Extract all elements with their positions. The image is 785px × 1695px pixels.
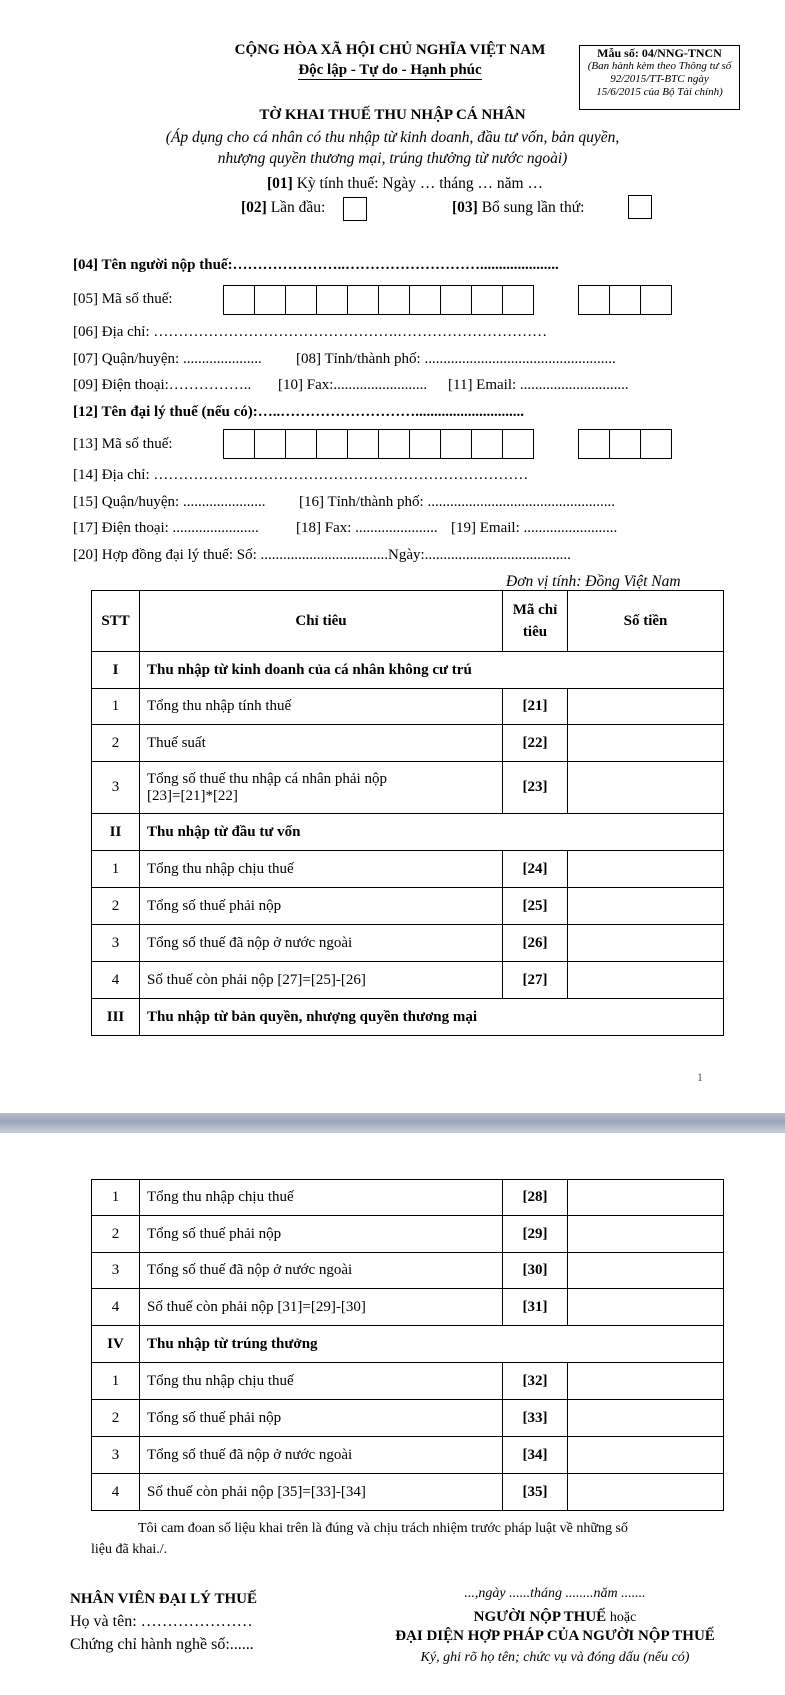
amount-cell[interactable] bbox=[568, 762, 724, 814]
row-number: 3 bbox=[92, 762, 140, 814]
section-title: Thu nhập từ trúng thưởng bbox=[140, 1326, 724, 1363]
row-label: Tổng số thuế phải nộp bbox=[140, 1216, 503, 1253]
supplement-code: [03] bbox=[452, 199, 478, 216]
section-title: Thu nhập từ kinh doanh của cá nhân không cư trú bbox=[140, 652, 724, 689]
row-number: 4 bbox=[92, 1474, 140, 1511]
row-label: Tổng thu nhập chịu thuế bbox=[140, 1363, 503, 1400]
amount-cell[interactable] bbox=[568, 725, 724, 762]
row-label: Tổng số thuế phải nộp bbox=[140, 888, 503, 925]
row-label-cell bbox=[140, 762, 503, 814]
section-row bbox=[92, 1326, 724, 1363]
signer-title-2: ĐẠI DIỆN HỢP PHÁP CỦA NGƯỜI NỘP THUẾ bbox=[395, 1628, 715, 1644]
row-code: [28] bbox=[503, 1180, 568, 1216]
signer-title-1 bbox=[355, 1609, 755, 1626]
row-label: Tổng số thuế phải nộp bbox=[140, 1400, 503, 1437]
row-code: [29] bbox=[503, 1216, 568, 1253]
form-note-2: 92/2015/TT-BTC ngày bbox=[610, 73, 709, 85]
row-code: [32] bbox=[503, 1363, 568, 1400]
taxpayer-fax-field[interactable]: [10] Fax:......................... bbox=[278, 377, 428, 393]
amount-cell[interactable] bbox=[568, 689, 724, 725]
table-row bbox=[92, 925, 724, 962]
tin-digit-box[interactable] bbox=[378, 429, 410, 459]
row-number: 2 bbox=[92, 1400, 140, 1437]
section-title: Thu nhập từ đầu tư vốn bbox=[140, 814, 724, 851]
supplement-number-box[interactable] bbox=[628, 195, 652, 219]
tin-digit-box[interactable] bbox=[223, 285, 255, 315]
tin-suffix-box[interactable] bbox=[578, 429, 610, 459]
amount-cell[interactable] bbox=[568, 962, 724, 999]
tin-digit-box[interactable] bbox=[285, 285, 317, 315]
row-code: [35] bbox=[503, 1474, 568, 1511]
signer-note: Ký, ghi rõ họ tên; chức vụ và đóng dấu (nếu có) bbox=[420, 1650, 690, 1665]
row-label: Số thuế còn phải nộp [31]=[29]-[30] bbox=[140, 1289, 503, 1326]
row-code: [21] bbox=[503, 689, 568, 725]
amount-cell[interactable] bbox=[568, 851, 724, 888]
taxpayer-email-field[interactable]: [11] Email: ............................. bbox=[448, 377, 629, 393]
tin-suffix-box[interactable] bbox=[609, 429, 641, 459]
tin-digit-box[interactable] bbox=[378, 285, 410, 315]
row-code: [31] bbox=[503, 1289, 568, 1326]
row-number: 1 bbox=[92, 851, 140, 888]
agent-email-field[interactable]: [19] Email: ......................... bbox=[451, 520, 618, 536]
agent-staff-certificate[interactable]: Chứng chỉ hành nghề số:...... bbox=[70, 1636, 254, 1653]
page-separator bbox=[0, 1113, 785, 1133]
page-number: 1 bbox=[697, 1070, 703, 1084]
taxpayer-tin-boxes[interactable] bbox=[224, 285, 534, 315]
header-ma-chi-tieu bbox=[503, 591, 568, 652]
tin-digit-box[interactable] bbox=[409, 285, 441, 315]
agent-phone-field[interactable]: [17] Điện thoại: ....................... bbox=[73, 520, 259, 536]
row-number: 1 bbox=[92, 1180, 140, 1216]
header-so-tien: Số tiền bbox=[568, 591, 724, 652]
form-number: Mẫu số: 04/NNG-TNCN bbox=[597, 46, 722, 60]
table-row bbox=[92, 1289, 724, 1326]
tin-digit-box[interactable] bbox=[285, 429, 317, 459]
taxpayer-name-field[interactable]: [04] Tên người nộp thuế:…………………..………………………..................... bbox=[73, 257, 559, 273]
form-subtitle-2: nhượng quyền thương mại, trúng thưởng từ nước ngoài) bbox=[217, 150, 568, 167]
row-number: 3 bbox=[92, 925, 140, 962]
table-row bbox=[92, 725, 724, 762]
agent-tin-boxes[interactable] bbox=[224, 429, 534, 459]
tin-suffix-box[interactable] bbox=[640, 285, 672, 315]
tin-digit-box[interactable] bbox=[347, 285, 379, 315]
header-ma-1: Mã chỉ bbox=[512, 602, 558, 618]
header-stt: STT bbox=[92, 591, 140, 652]
row-code: [24] bbox=[503, 851, 568, 888]
section-row bbox=[92, 999, 724, 1036]
table-row bbox=[92, 1363, 724, 1400]
taxpayer-tin-label: [05] Mã số thuế: bbox=[73, 291, 173, 307]
first-time-code: [02] bbox=[241, 199, 267, 216]
section-number: I bbox=[92, 652, 140, 689]
row-formula: [23]=[21]*[22] bbox=[147, 787, 238, 804]
table-row bbox=[92, 762, 724, 814]
row-number: 4 bbox=[92, 1289, 140, 1326]
row-number: 4 bbox=[92, 962, 140, 999]
declaration-line-1: Tôi cam đoan số liệu khai trên là đúng và chịu trách nhiệm trước pháp luật về những số bbox=[138, 1521, 628, 1536]
signer-title-1b: hoặc bbox=[609, 1610, 637, 1625]
tin-suffix-box[interactable] bbox=[640, 429, 672, 459]
table-row bbox=[92, 1180, 724, 1216]
row-label: Tổng số thuế thu nhập cá nhân phải nộp bbox=[147, 770, 387, 787]
taxpayer-address-field[interactable]: [06] Địa chỉ: ………………………………………….………………………… bbox=[73, 324, 548, 340]
first-time-checkbox[interactable] bbox=[343, 197, 367, 221]
agent-contract-field[interactable]: [20] Hợp đồng đại lý thuế: Số: ..................................Ngày:....................................... bbox=[73, 547, 571, 563]
tin-digit-box[interactable] bbox=[254, 429, 286, 459]
amount-cell[interactable] bbox=[568, 1289, 724, 1326]
tax-agent-name-field[interactable]: [12] Tên đại lý thuế (nếu có):…..………………………............................. bbox=[73, 404, 524, 420]
row-label: Tổng số thuế đã nộp ở nước ngoài bbox=[140, 925, 503, 962]
supplement-label: Bổ sung lần thứ: bbox=[481, 199, 585, 216]
tin-digit-box[interactable] bbox=[347, 429, 379, 459]
tin-digit-box[interactable] bbox=[254, 285, 286, 315]
header-ma-2: tiêu bbox=[522, 624, 548, 640]
section-title: Thu nhập từ bản quyền, nhượng quyền thương mại bbox=[140, 999, 724, 1036]
tin-suffix-box[interactable] bbox=[578, 285, 610, 315]
motto-text: Độc lập - Tự do - Hạnh phúc bbox=[298, 62, 482, 78]
section-number: III bbox=[92, 999, 140, 1036]
row-number: 3 bbox=[92, 1253, 140, 1289]
tin-digit-box[interactable] bbox=[440, 429, 472, 459]
declaration-line-2: liệu đã khai./. bbox=[91, 1542, 168, 1557]
row-code: [25] bbox=[503, 888, 568, 925]
amount-cell[interactable] bbox=[568, 888, 724, 925]
tax-period-code: [01] bbox=[267, 175, 293, 192]
section-number: II bbox=[92, 814, 140, 851]
table-row bbox=[92, 851, 724, 888]
section-row bbox=[92, 814, 724, 851]
agent-address-field[interactable]: [14] Địa chỉ: ………………………………………………………………… bbox=[73, 467, 529, 483]
tin-digit-box[interactable] bbox=[440, 285, 472, 315]
header-chi-tieu: Chỉ tiêu bbox=[140, 591, 503, 652]
amount-cell[interactable] bbox=[568, 1253, 724, 1289]
row-label: Tổng thu nhập chịu thuế bbox=[140, 1180, 503, 1216]
tin-digit-box[interactable] bbox=[316, 429, 348, 459]
row-code: [34] bbox=[503, 1437, 568, 1474]
amount-cell[interactable] bbox=[568, 1180, 724, 1216]
tin-digit-box[interactable] bbox=[502, 429, 534, 459]
signer-title-1a: NGƯỜI NỘP THUẾ bbox=[473, 1609, 610, 1625]
table-row bbox=[92, 1253, 724, 1289]
agent-tin-suffix-boxes[interactable] bbox=[579, 429, 672, 459]
table-row bbox=[92, 1216, 724, 1253]
row-label: Tổng số thuế đã nộp ở nước ngoài bbox=[140, 1437, 503, 1474]
row-code: [26] bbox=[503, 925, 568, 962]
first-time-label: Lần đầu: bbox=[270, 199, 326, 216]
table-row bbox=[92, 888, 724, 925]
nation-title: CỘNG HÒA XÃ HỘI CHỦ NGHĨA VIỆT NAM bbox=[234, 42, 546, 58]
tin-suffix-box[interactable] bbox=[609, 285, 641, 315]
row-label: Tổng thu nhập tính thuế bbox=[140, 689, 503, 725]
amount-cell[interactable] bbox=[568, 1216, 724, 1253]
row-number: 2 bbox=[92, 725, 140, 762]
table-row bbox=[92, 1474, 724, 1511]
amount-cell[interactable] bbox=[568, 1363, 724, 1400]
amount-cell[interactable] bbox=[568, 925, 724, 962]
taxpayer-district-field[interactable]: [07] Quận/huyện: ..................... bbox=[73, 351, 262, 367]
amount-cell[interactable] bbox=[568, 1474, 724, 1511]
taxpayer-tin-suffix-boxes[interactable] bbox=[579, 285, 672, 315]
row-label: Tổng thu nhập chịu thuế bbox=[140, 851, 503, 888]
tax-table-part-1 bbox=[91, 590, 724, 1036]
motto bbox=[180, 62, 600, 79]
row-label: Tổng số thuế đã nộp ở nước ngoài bbox=[140, 1253, 503, 1289]
row-label: Số thuế còn phải nộp [27]=[25]-[26] bbox=[140, 962, 503, 999]
row-number: 2 bbox=[92, 888, 140, 925]
form-note-3: 15/6/2015 của Bộ Tài chính) bbox=[596, 86, 723, 98]
taxpayer-province-field[interactable]: [08] Tỉnh/thành phố: ................................................... bbox=[296, 351, 616, 367]
agent-staff-name[interactable]: Họ và tên: ………………… bbox=[70, 1613, 253, 1630]
form-note-1: (Ban hành kèm theo Thông tư số bbox=[587, 60, 732, 72]
agent-province-field[interactable]: [16] Tỉnh/thành phố: .................................................. bbox=[299, 494, 615, 510]
tax-period bbox=[267, 175, 543, 193]
tax-table-part-2 bbox=[91, 1179, 724, 1511]
table-row bbox=[92, 962, 724, 999]
section-number: IV bbox=[92, 1326, 140, 1363]
tin-digit-box[interactable] bbox=[223, 429, 255, 459]
agent-fax-field[interactable]: [18] Fax: ...................... bbox=[296, 520, 438, 536]
table-row bbox=[92, 689, 724, 725]
amount-cell[interactable] bbox=[568, 1400, 724, 1437]
row-number: 1 bbox=[92, 1363, 140, 1400]
row-label: Thuế suất bbox=[140, 725, 503, 762]
agent-staff-title: NHÂN VIÊN ĐẠI LÝ THUẾ bbox=[70, 1591, 257, 1607]
form-title: TỜ KHAI THUẾ THU NHẬP CÁ NHÂN bbox=[259, 107, 526, 123]
row-number: 2 bbox=[92, 1216, 140, 1253]
table-header-row bbox=[92, 591, 724, 652]
row-label: Số thuế còn phải nộp [35]=[33]-[34] bbox=[140, 1474, 503, 1511]
first-time bbox=[241, 199, 325, 217]
tin-digit-box[interactable] bbox=[409, 429, 441, 459]
form-subtitle-1: (Áp dụng cho cá nhân có thu nhập từ kinh doanh, đầu tư vốn, bản quyền, bbox=[165, 129, 620, 146]
tin-digit-box[interactable] bbox=[471, 285, 503, 315]
row-number: 1 bbox=[92, 689, 140, 725]
row-code: [22] bbox=[503, 725, 568, 762]
supplement bbox=[452, 199, 584, 217]
agent-district-field[interactable]: [15] Quận/huyện: ...................... bbox=[73, 494, 266, 510]
currency-unit: Đơn vị tính: Đồng Việt Nam bbox=[506, 573, 681, 590]
form-number-box bbox=[579, 45, 740, 110]
amount-cell[interactable] bbox=[568, 1437, 724, 1474]
tin-digit-box[interactable] bbox=[502, 285, 534, 315]
table-row bbox=[92, 1400, 724, 1437]
row-code: [23] bbox=[503, 762, 568, 814]
page-2 bbox=[0, 1133, 785, 1695]
tax-period-text: Kỳ tính thuế: Ngày … tháng … năm … bbox=[296, 175, 543, 192]
sign-date[interactable]: ...,ngày ......tháng ........năm ....... bbox=[464, 1586, 646, 1601]
section-row bbox=[92, 652, 724, 689]
tin-digit-box[interactable] bbox=[471, 429, 503, 459]
taxpayer-phone-field[interactable]: [09] Điện thoại:…………….. bbox=[73, 377, 252, 393]
tin-digit-box[interactable] bbox=[316, 285, 348, 315]
row-code: [33] bbox=[503, 1400, 568, 1437]
row-number: 3 bbox=[92, 1437, 140, 1474]
row-code: [27] bbox=[503, 962, 568, 999]
row-code: [30] bbox=[503, 1253, 568, 1289]
agent-tin-label: [13] Mã số thuế: bbox=[73, 436, 173, 452]
table-row bbox=[92, 1437, 724, 1474]
